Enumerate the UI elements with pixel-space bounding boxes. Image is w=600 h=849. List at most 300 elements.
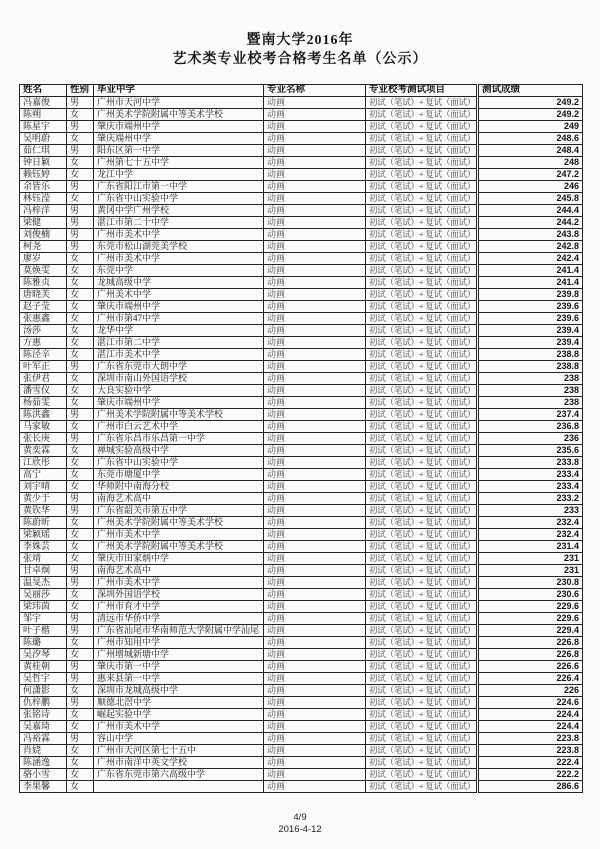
score-cell: 248 xyxy=(478,157,583,169)
test-items-cell: 初试（笔试）+ 复试（面试） xyxy=(366,337,478,349)
major-cell: 动画 xyxy=(264,241,366,253)
table-row xyxy=(20,169,583,181)
major-cell: 动画 xyxy=(264,349,366,361)
test-items-cell: 初试（笔试）+ 复试（面试） xyxy=(366,565,478,577)
test-items-cell: 初试（笔试）+ 复试（面试） xyxy=(366,241,478,253)
table-row xyxy=(20,409,583,421)
score-cell: 238.8 xyxy=(478,349,583,361)
table-row xyxy=(20,769,583,781)
test-items-cell: 初试（笔试）+ 复试（面试） xyxy=(366,721,478,733)
major-cell: 动画 xyxy=(264,205,366,217)
score-cell: 233.4 xyxy=(478,469,583,481)
test-items-cell: 初试（笔试）+ 复试（面试） xyxy=(366,421,478,433)
gender-cell: 男 xyxy=(67,697,94,709)
major-cell: 动画 xyxy=(264,121,366,133)
gender-cell: 女 xyxy=(67,253,94,265)
school-cell: 禅城实验高级中学 xyxy=(94,445,264,457)
gender-cell: 女 xyxy=(67,637,94,649)
student-name-cell: 叶军正 xyxy=(20,361,67,373)
gender-cell: 男 xyxy=(67,97,94,109)
table-row xyxy=(20,229,583,241)
test-items-cell: 初试（笔试）+ 复试（面试） xyxy=(366,145,478,157)
gender-cell: 女 xyxy=(67,397,94,409)
gender-cell: 男 xyxy=(67,205,94,217)
column-header: 专业名称 xyxy=(264,85,366,97)
gender-cell: 女 xyxy=(67,757,94,769)
test-items-cell: 初试（笔试）+ 复试（面试） xyxy=(366,121,478,133)
major-cell: 动画 xyxy=(264,301,366,313)
gender-cell: 女 xyxy=(67,277,94,289)
school-cell: 广州市美术中学 xyxy=(94,229,264,241)
major-cell: 动画 xyxy=(264,673,366,685)
table-row xyxy=(20,241,583,253)
major-cell: 动画 xyxy=(264,277,366,289)
gender-cell: 男 xyxy=(67,361,94,373)
gender-cell: 男 xyxy=(67,409,94,421)
candidate-table-container xyxy=(19,84,583,793)
major-cell: 动画 xyxy=(264,781,366,793)
gender-cell: 女 xyxy=(67,301,94,313)
score-cell: 249 xyxy=(478,121,583,133)
score-cell: 237.4 xyxy=(478,409,583,421)
student-name-cell: 陈泾辛 xyxy=(20,349,67,361)
gender-cell: 女 xyxy=(67,265,94,277)
major-cell: 动画 xyxy=(264,745,366,757)
student-name-cell: 梁颖瑶 xyxy=(20,529,67,541)
major-cell: 动画 xyxy=(264,625,366,637)
test-items-cell: 初试（笔试）+ 复试（面试） xyxy=(366,181,478,193)
gender-cell: 女 xyxy=(67,157,94,169)
gender-cell: 男 xyxy=(67,505,94,517)
gender-cell: 男 xyxy=(67,433,94,445)
test-items-cell: 初试（笔试）+ 复试（面试） xyxy=(366,277,478,289)
table-row xyxy=(20,529,583,541)
school-cell: 广州美术学院附属中等美术学校 xyxy=(94,109,264,121)
school-cell: 广州增城新塘中学 xyxy=(94,649,264,661)
column-header: 毕业中学 xyxy=(94,85,264,97)
school-cell: 东莞中学 xyxy=(94,265,264,277)
test-items-cell: 初试（笔试）+ 复试（面试） xyxy=(366,577,478,589)
major-cell: 动画 xyxy=(264,193,366,205)
student-name-cell: 潘雪仪 xyxy=(20,385,67,397)
student-name-cell: 陈雅贞 xyxy=(20,277,67,289)
major-cell: 动画 xyxy=(264,109,366,121)
school-cell: 广州市育才中学 xyxy=(94,601,264,613)
school-cell: 广州美术学院附属中等美术学校 xyxy=(94,409,264,421)
test-items-cell: 初试（笔试）+ 复试（面试） xyxy=(366,193,478,205)
school-cell: 湛江市第二中学 xyxy=(94,337,264,349)
score-cell: 245.8 xyxy=(478,193,583,205)
student-name-cell: 莫焕雯 xyxy=(20,265,67,277)
table-row xyxy=(20,97,583,109)
score-cell: 241.4 xyxy=(478,277,583,289)
school-cell: 南海艺术高中 xyxy=(94,493,264,505)
test-items-cell: 初试（笔试）+ 复试（面试） xyxy=(366,649,478,661)
table-row xyxy=(20,589,583,601)
major-cell: 动画 xyxy=(264,505,366,517)
table-row xyxy=(20,697,583,709)
table-row xyxy=(20,613,583,625)
test-items-cell: 初试（笔试）+ 复试（面试） xyxy=(366,325,478,337)
table-row xyxy=(20,553,583,565)
table-row xyxy=(20,253,583,265)
school-cell: 广州市天河区第七十五中 xyxy=(94,745,264,757)
test-items-cell: 初试（笔试）+ 复试（面试） xyxy=(366,361,478,373)
student-name-cell: 黄奕霖 xyxy=(20,445,67,457)
gender-cell: 女 xyxy=(67,745,94,757)
major-cell: 动画 xyxy=(264,685,366,697)
table-row xyxy=(20,289,583,301)
table-row xyxy=(20,109,583,121)
table-row xyxy=(20,385,583,397)
major-cell: 动画 xyxy=(264,385,366,397)
test-items-cell: 初试（笔试）+ 复试（面试） xyxy=(366,517,478,529)
test-items-cell: 初试（笔试）+ 复试（面试） xyxy=(366,757,478,769)
student-name-cell: 冯梓洋 xyxy=(20,205,67,217)
school-cell: 广州美术学院附属中等美术学校 xyxy=(94,517,264,529)
score-cell: 239.4 xyxy=(478,325,583,337)
table-body xyxy=(20,97,583,793)
student-name-cell: 陈蔚昕 xyxy=(20,517,67,529)
student-name-cell: 冯裕霖 xyxy=(20,733,67,745)
major-cell: 动画 xyxy=(264,733,366,745)
gender-cell: 女 xyxy=(67,289,94,301)
gender-cell: 男 xyxy=(67,145,94,157)
major-cell: 动画 xyxy=(264,469,366,481)
score-cell: 230.8 xyxy=(478,577,583,589)
table-row xyxy=(20,733,583,745)
student-name-cell: 方惠 xyxy=(20,337,67,349)
school-cell: 广东省东莞市大朗中学 xyxy=(94,361,264,373)
major-cell: 动画 xyxy=(264,373,366,385)
student-name-cell: 张伊君 xyxy=(20,373,67,385)
gender-cell: 女 xyxy=(67,421,94,433)
student-name-cell: 林钰滢 xyxy=(20,193,67,205)
table-row xyxy=(20,493,583,505)
table-row xyxy=(20,421,583,433)
test-items-cell: 初试（笔试）+ 复试（面试） xyxy=(366,673,478,685)
school-cell: 肇庆端州中学 xyxy=(94,133,264,145)
test-items-cell: 初试（笔试）+ 复试（面试） xyxy=(366,157,478,169)
major-cell: 动画 xyxy=(264,169,366,181)
gender-cell: 女 xyxy=(67,517,94,529)
major-cell: 动画 xyxy=(264,589,366,601)
test-items-cell: 初试（笔试）+ 复试（面试） xyxy=(366,709,478,721)
school-cell: 阳东区第一中学 xyxy=(94,145,264,157)
student-name-cell: 黄钦华 xyxy=(20,505,67,517)
score-cell: 232.4 xyxy=(478,517,583,529)
student-name-cell: 柯尧 xyxy=(20,241,67,253)
test-items-cell: 初试（笔试）+ 复试（面试） xyxy=(366,781,478,793)
gender-cell: 女 xyxy=(67,337,94,349)
page-number: 4/9 xyxy=(293,812,307,823)
score-cell: 226 xyxy=(478,685,583,697)
school-cell xyxy=(94,781,264,793)
major-cell: 动画 xyxy=(264,337,366,349)
major-cell: 动画 xyxy=(264,481,366,493)
student-name-cell: 陈璐 xyxy=(20,637,67,649)
major-cell: 动画 xyxy=(264,517,366,529)
score-cell: 242.8 xyxy=(478,241,583,253)
school-cell: 东莞市塘厦中学 xyxy=(94,469,264,481)
score-cell: 233 xyxy=(478,505,583,517)
major-cell: 动画 xyxy=(264,157,366,169)
school-cell: 广州美术学院附属中等美术学校 xyxy=(94,541,264,553)
gender-cell: 女 xyxy=(67,685,94,697)
student-name-cell: 邹宇 xyxy=(20,613,67,625)
table-row xyxy=(20,637,583,649)
test-items-cell: 初试（笔试）+ 复试（面试） xyxy=(366,217,478,229)
gender-cell: 女 xyxy=(67,373,94,385)
student-name-cell: 陈星宇 xyxy=(20,121,67,133)
major-cell: 动画 xyxy=(264,661,366,673)
table-row xyxy=(20,133,583,145)
school-cell: 广东省中山实验中学 xyxy=(94,193,264,205)
gender-cell: 男 xyxy=(67,229,94,241)
title-line-2: 艺术类专业校考合格考生名单（公示） xyxy=(172,52,428,67)
table-row xyxy=(20,313,583,325)
table-row xyxy=(20,145,583,157)
major-cell: 动画 xyxy=(264,97,366,109)
score-cell: 233.2 xyxy=(478,493,583,505)
major-cell: 动画 xyxy=(264,541,366,553)
print-date: 2016-4-12 xyxy=(278,824,322,835)
school-cell: 广东省韶关市第五中学 xyxy=(94,505,264,517)
test-items-cell: 初试（笔试）+ 复试（面试） xyxy=(366,553,478,565)
student-name-cell: 温旻杰 xyxy=(20,577,67,589)
student-name-cell: 张长庚 xyxy=(20,433,67,445)
test-items-cell: 初试（笔试）+ 复试（面试） xyxy=(366,97,478,109)
column-header: 测试成绩 xyxy=(478,85,583,97)
score-cell: 236.8 xyxy=(478,421,583,433)
table-row xyxy=(20,445,583,457)
school-cell: 广州第七十五中学 xyxy=(94,157,264,169)
score-cell: 243.8 xyxy=(478,229,583,241)
gender-cell: 男 xyxy=(67,661,94,673)
major-cell: 动画 xyxy=(264,229,366,241)
school-cell: 南海艺术高中 xyxy=(94,565,264,577)
gender-cell: 女 xyxy=(67,109,94,121)
table-header-row xyxy=(20,85,583,97)
test-items-cell: 初试（笔试）+ 复试（面试） xyxy=(366,313,478,325)
gender-cell: 女 xyxy=(67,781,94,793)
gender-cell: 女 xyxy=(67,169,94,181)
student-name-cell: 吴丽莎 xyxy=(20,589,67,601)
school-cell: 广州市白云艺术中学 xyxy=(94,421,264,433)
test-items-cell: 初试（笔试）+ 复试（面试） xyxy=(366,205,478,217)
student-name-cell: 吴明蔚 xyxy=(20,133,67,145)
test-items-cell: 初试（笔试）+ 复试（面试） xyxy=(366,685,478,697)
score-cell: 238.8 xyxy=(478,361,583,373)
score-cell: 249.2 xyxy=(478,109,583,121)
table-row xyxy=(20,337,583,349)
table-row xyxy=(20,757,583,769)
title-line-1: 暨南大学2016年 xyxy=(246,33,354,48)
score-cell: 248.6 xyxy=(478,133,583,145)
gender-cell: 女 xyxy=(67,193,94,205)
school-cell: 肇庆市田家炳中学 xyxy=(94,553,264,565)
test-items-cell: 初试（笔试）+ 复试（面试） xyxy=(366,457,478,469)
test-items-cell: 初试（笔试）+ 复试（面试） xyxy=(366,373,478,385)
school-cell: 深圳市龙城高级中学 xyxy=(94,685,264,697)
student-name-cell: 甘卓炯 xyxy=(20,565,67,577)
test-items-cell: 初试（笔试）+ 复试（面试） xyxy=(366,385,478,397)
table-row xyxy=(20,661,583,673)
test-items-cell: 初试（笔试）+ 复试（面试） xyxy=(366,733,478,745)
school-cell: 广州市美术中学 xyxy=(94,721,264,733)
student-name-cell: 张靖 xyxy=(20,553,67,565)
student-name-cell: 汤莎 xyxy=(20,325,67,337)
table-row xyxy=(20,277,583,289)
score-cell: 229.6 xyxy=(478,601,583,613)
table-row xyxy=(20,721,583,733)
major-cell: 动画 xyxy=(264,457,366,469)
column-header: 专业校考测试项目 xyxy=(366,85,478,97)
gender-cell: 女 xyxy=(67,589,94,601)
gender-cell: 女 xyxy=(67,469,94,481)
test-items-cell: 初试（笔试）+ 复试（面试） xyxy=(366,301,478,313)
student-name-cell: 廖岁 xyxy=(20,253,67,265)
student-name-cell: 吴汐琴 xyxy=(20,649,67,661)
major-cell: 动画 xyxy=(264,397,366,409)
student-name-cell: 陈涵逸 xyxy=(20,757,67,769)
gender-cell: 男 xyxy=(67,493,94,505)
major-cell: 动画 xyxy=(264,757,366,769)
score-cell: 246 xyxy=(478,181,583,193)
score-cell: 236 xyxy=(478,433,583,445)
major-cell: 动画 xyxy=(264,577,366,589)
school-cell: 龙江中学 xyxy=(94,169,264,181)
student-name-cell: 仇梓鹏 xyxy=(20,697,67,709)
major-cell: 动画 xyxy=(264,637,366,649)
table-row xyxy=(20,481,583,493)
major-cell: 动画 xyxy=(264,553,366,565)
column-header: 性别 xyxy=(67,85,94,97)
test-items-cell: 初试（笔试）+ 复试（面试） xyxy=(366,613,478,625)
score-cell: 223.8 xyxy=(478,745,583,757)
student-name-cell: 高宁 xyxy=(20,469,67,481)
school-cell: 容山中学 xyxy=(94,733,264,745)
table-row xyxy=(20,157,583,169)
major-cell: 动画 xyxy=(264,313,366,325)
table-row xyxy=(20,541,583,553)
school-cell: 广州市美术中学 xyxy=(94,529,264,541)
test-items-cell: 初试（笔试）+ 复试（面试） xyxy=(366,589,478,601)
student-name-cell: 张惠鑫 xyxy=(20,313,67,325)
gender-cell: 女 xyxy=(67,325,94,337)
score-cell: 226.6 xyxy=(478,661,583,673)
test-items-cell: 初试（笔试）+ 复试（面试） xyxy=(366,133,478,145)
score-cell: 247.2 xyxy=(478,169,583,181)
gender-cell: 女 xyxy=(67,529,94,541)
school-cell: 龙华中学 xyxy=(94,325,264,337)
student-name-cell: 冯嘉俊 xyxy=(20,97,67,109)
table-row xyxy=(20,781,583,793)
test-items-cell: 初试（笔试）+ 复试（面试） xyxy=(366,469,478,481)
major-cell: 动画 xyxy=(264,145,366,157)
student-name-cell: 赵子莹 xyxy=(20,301,67,313)
school-cell: 广州市美术中学 xyxy=(94,577,264,589)
table-row xyxy=(20,745,583,757)
school-cell: 崛起实验中学 xyxy=(94,709,264,721)
score-cell: 232.4 xyxy=(478,529,583,541)
test-items-cell: 初试（笔试）+ 复试（面试） xyxy=(366,505,478,517)
score-cell: 231 xyxy=(478,553,583,565)
document-title xyxy=(0,31,600,69)
gender-cell: 男 xyxy=(67,565,94,577)
major-cell: 动画 xyxy=(264,709,366,721)
student-name-cell: 茹仁琪 xyxy=(20,145,67,157)
test-items-cell: 初试（笔试）+ 复试（面试） xyxy=(366,601,478,613)
major-cell: 动画 xyxy=(264,697,366,709)
gender-cell: 男 xyxy=(67,181,94,193)
score-cell: 226.4 xyxy=(478,673,583,685)
gender-cell: 男 xyxy=(67,577,94,589)
test-items-cell: 初试（笔试）+ 复试（面试） xyxy=(366,349,478,361)
gender-cell: 女 xyxy=(67,649,94,661)
student-name-cell: 叶子楷 xyxy=(20,625,67,637)
table-row xyxy=(20,577,583,589)
table-row xyxy=(20,685,583,697)
school-cell: 广东省汕尾市华南师范大学附属中学汕尾 xyxy=(94,625,264,637)
test-items-cell: 初试（笔试）+ 复试（面试） xyxy=(366,769,478,781)
score-cell: 239.8 xyxy=(478,289,583,301)
student-name-cell: 梁健 xyxy=(20,217,67,229)
school-cell: 黄冈中学广州学校 xyxy=(94,205,264,217)
test-items-cell: 初试（笔试）+ 复试（面试） xyxy=(366,697,478,709)
gender-cell: 女 xyxy=(67,601,94,613)
gender-cell: 女 xyxy=(67,133,94,145)
score-cell: 222.2 xyxy=(478,769,583,781)
school-cell: 广州市知用中学 xyxy=(94,637,264,649)
school-cell: 顺德北滘中学 xyxy=(94,697,264,709)
student-name-cell: 黄少于 xyxy=(20,493,67,505)
school-cell: 广东省阳江市第一中学 xyxy=(94,181,264,193)
school-cell: 湛江市第二十中学 xyxy=(94,217,264,229)
gender-cell: 女 xyxy=(67,481,94,493)
score-cell: 244.2 xyxy=(478,217,583,229)
score-cell: 249.2 xyxy=(478,97,583,109)
gender-cell: 男 xyxy=(67,625,94,637)
table-row xyxy=(20,181,583,193)
score-cell: 241.4 xyxy=(478,265,583,277)
test-items-cell: 初试（笔试）+ 复试（面试） xyxy=(366,109,478,121)
school-cell: 肇庆市端州中学 xyxy=(94,301,264,313)
school-cell: 肇庆市端州中学 xyxy=(94,121,264,133)
major-cell: 动画 xyxy=(264,529,366,541)
major-cell: 动画 xyxy=(264,133,366,145)
score-cell: 223.8 xyxy=(478,733,583,745)
table-row xyxy=(20,505,583,517)
test-items-cell: 初试（笔试）+ 复试（面试） xyxy=(366,169,478,181)
major-cell: 动画 xyxy=(264,565,366,577)
score-cell: 224.6 xyxy=(478,697,583,709)
gender-cell: 女 xyxy=(67,385,94,397)
test-items-cell: 初试（笔试）+ 复试（面试） xyxy=(366,529,478,541)
gender-cell: 男 xyxy=(67,673,94,685)
test-items-cell: 初试（笔试）+ 复试（面试） xyxy=(366,265,478,277)
score-cell: 239.4 xyxy=(478,337,583,349)
student-name-cell: 钟日颖 xyxy=(20,157,67,169)
score-cell: 238 xyxy=(478,397,583,409)
table-row xyxy=(20,205,583,217)
major-cell: 动画 xyxy=(264,217,366,229)
student-name-cell: 刘俊楠 xyxy=(20,229,67,241)
school-cell: 深圳市南山外国语学校 xyxy=(94,373,264,385)
table-row xyxy=(20,397,583,409)
gender-cell: 男 xyxy=(67,217,94,229)
test-items-cell: 初试（笔试）+ 复试（面试） xyxy=(366,481,478,493)
